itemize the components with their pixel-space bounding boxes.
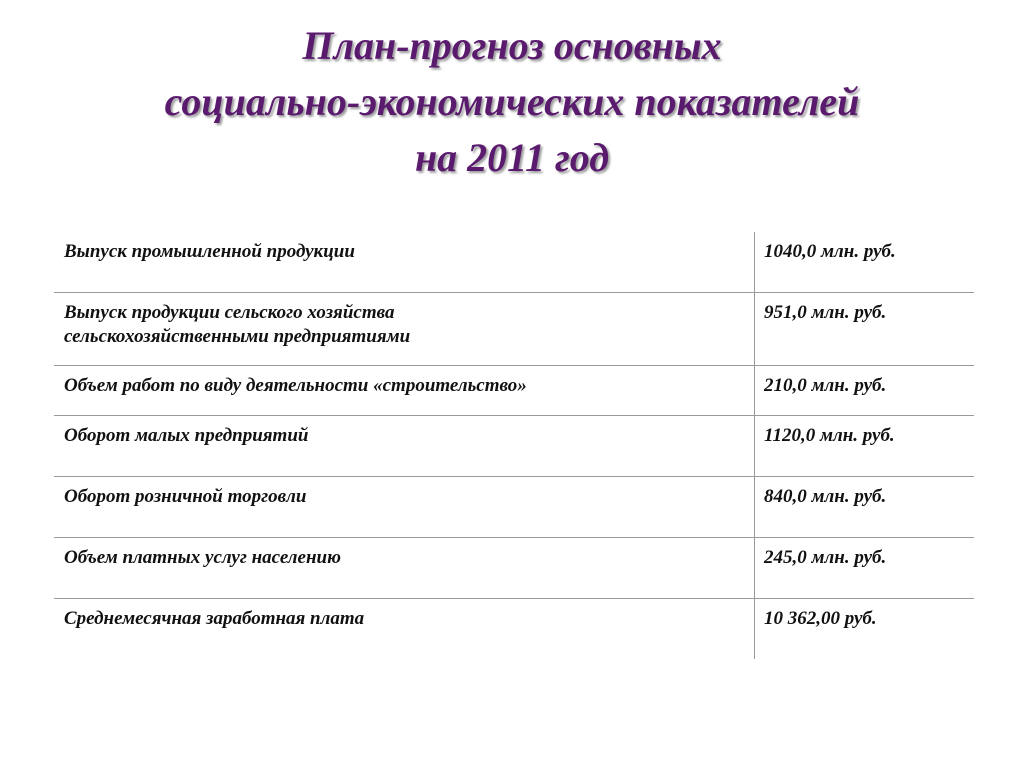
indicator-value: 1040,0 млн. руб.	[754, 232, 974, 292]
indicator-label: Выпуск продукции сельского хозяйства сельскохозяйственными предприятиями	[64, 302, 411, 347]
indicator-label: Оборот розничной торговли	[64, 486, 307, 507]
indicator-value: 840,0 млн. руб.	[754, 477, 974, 537]
indicator-label: Объем работ по виду деятельности «строительство»	[64, 375, 527, 396]
table-row	[54, 477, 974, 538]
indicator-label: Оборот малых предприятий	[64, 425, 309, 446]
title-line-3: на 2011 год	[414, 135, 610, 180]
slide-title	[0, 18, 1024, 186]
indicator-value: 210,0 млн. руб.	[754, 366, 974, 415]
indicator-value: 1120,0 млн. руб.	[754, 416, 974, 476]
table-row	[54, 416, 974, 477]
table-row	[54, 366, 974, 416]
indicators-table	[54, 232, 974, 659]
table-row	[54, 293, 974, 366]
indicator-label: Объем платных услуг населению	[64, 547, 341, 568]
indicator-value: 951,0 млн. руб.	[754, 293, 974, 365]
table-row	[54, 232, 974, 293]
indicator-value: 10 362,00 руб.	[754, 599, 974, 659]
table-row	[54, 599, 974, 659]
table-row	[54, 538, 974, 599]
title-line-2: социально-экономических показателей	[164, 79, 860, 124]
indicator-label: Выпуск промышленной продукции	[64, 241, 355, 262]
indicator-value: 245,0 млн. руб.	[754, 538, 974, 598]
title-line-1: План-прогноз основных	[302, 23, 722, 68]
indicator-label: Среднемесячная заработная плата	[64, 608, 365, 629]
